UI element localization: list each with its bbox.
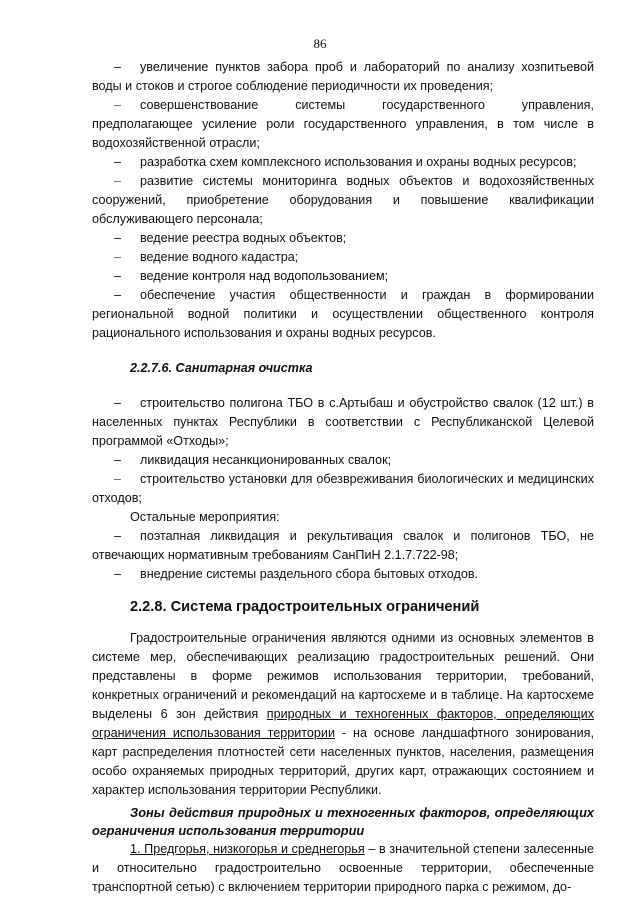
zone-1-title: 1. Предгорья, низкогорья и среднегорья [130,842,365,856]
zone-1-paragraph: 1. Предгорья, низкогорья и среднегорья – в значительной степени залесенные и относительно градостроительно освоенные территории, обеспеченные транспортной сетью) с включением территории природного парка с режимом, до- [92,842,594,894]
list-item: – ликвидация несанкционированных свалок; [114,453,392,467]
underlined-term: природных и техногенных факторов, определяющих ограничения использования территории [92,707,594,740]
list-item: – ведение реестра водных объектов; [114,231,347,245]
list-item: – увеличение пунктов забора проб и лабораторий по анализу хозпитьевой воды и стоков и строгое соблюдение периодичности их проведения; [92,60,594,93]
list-item: – строительство полигона ТБО в с.Артыбаш и обустройство свалок (12 шт.) в населенных пунктах Республики в соответствии с Республиканской Целевой программой «Отходы»; [92,396,594,448]
list-item: – совершенствование системы государственного управления, предполагающее усиление роли государственного управления, в том числе в водохозяйственной отрасли; [92,98,594,150]
page-content [92,58,594,897]
list-item: – строительство установки для обезвреживания биологических и медицинских отходов; [92,472,594,505]
list-item: – ведение водного кадастра; [114,250,299,264]
other-measures-label: Остальные мероприятия: [130,510,280,524]
zones-heading: Зоны действия природных и техногенных факторов, определяющих ограничения использования территории [92,805,594,838]
list-item: – ведение контроля над водопользованием; [114,269,389,283]
section-heading-sanitation: 2.2.7.6. Санитарная очистка [130,361,313,375]
paragraph-urban-restrictions: Градостроительные ограничения являются одними из основных элементов в системе мер, обеспечивающих реализацию градостроительных решений. Они представлены в форме режимов использования территории, требований, конкретных ограничений и рекомендаций на картосхеме и в таблице. На картосхеме выделены 6 зон действия природных и техногенных факторов, определяющих ограничения использования территории - на основе ландшафтного зонирования, карт распределения плотностей сети населенных пунктов, населения, размещения особо охраняемых природных территорий, других карт, отражающих состоянием и характер использования территории Республики. [92,631,594,797]
list-item: – поэтапная ликвидация и рекультивация свалок и полигонов ТБО, не отвечающих нормативным требованиям СанПиН 2.1.7.722-98; [92,529,594,562]
list-item: – внедрение системы раздельного сбора бытовых отходов. [114,567,479,581]
list-item: – обеспечение участия общественности и граждан в формировании региональной водной политики и осуществлении общественного контроля рационального использования и охраны водных ресурсов. [92,288,594,340]
list-item: – разработка схем комплексного использования и охраны водных ресурсов; [114,155,577,169]
list-item: – развитие системы мониторинга водных объектов и водохозяйственных сооружений, приобретение оборудования и повышение квалификации обслуживающего персонала; [92,174,594,226]
page-number: 86 [313,36,327,51]
section-heading-urban-restrictions: 2.2.8. Система градостроительных ограничений [130,599,480,615]
